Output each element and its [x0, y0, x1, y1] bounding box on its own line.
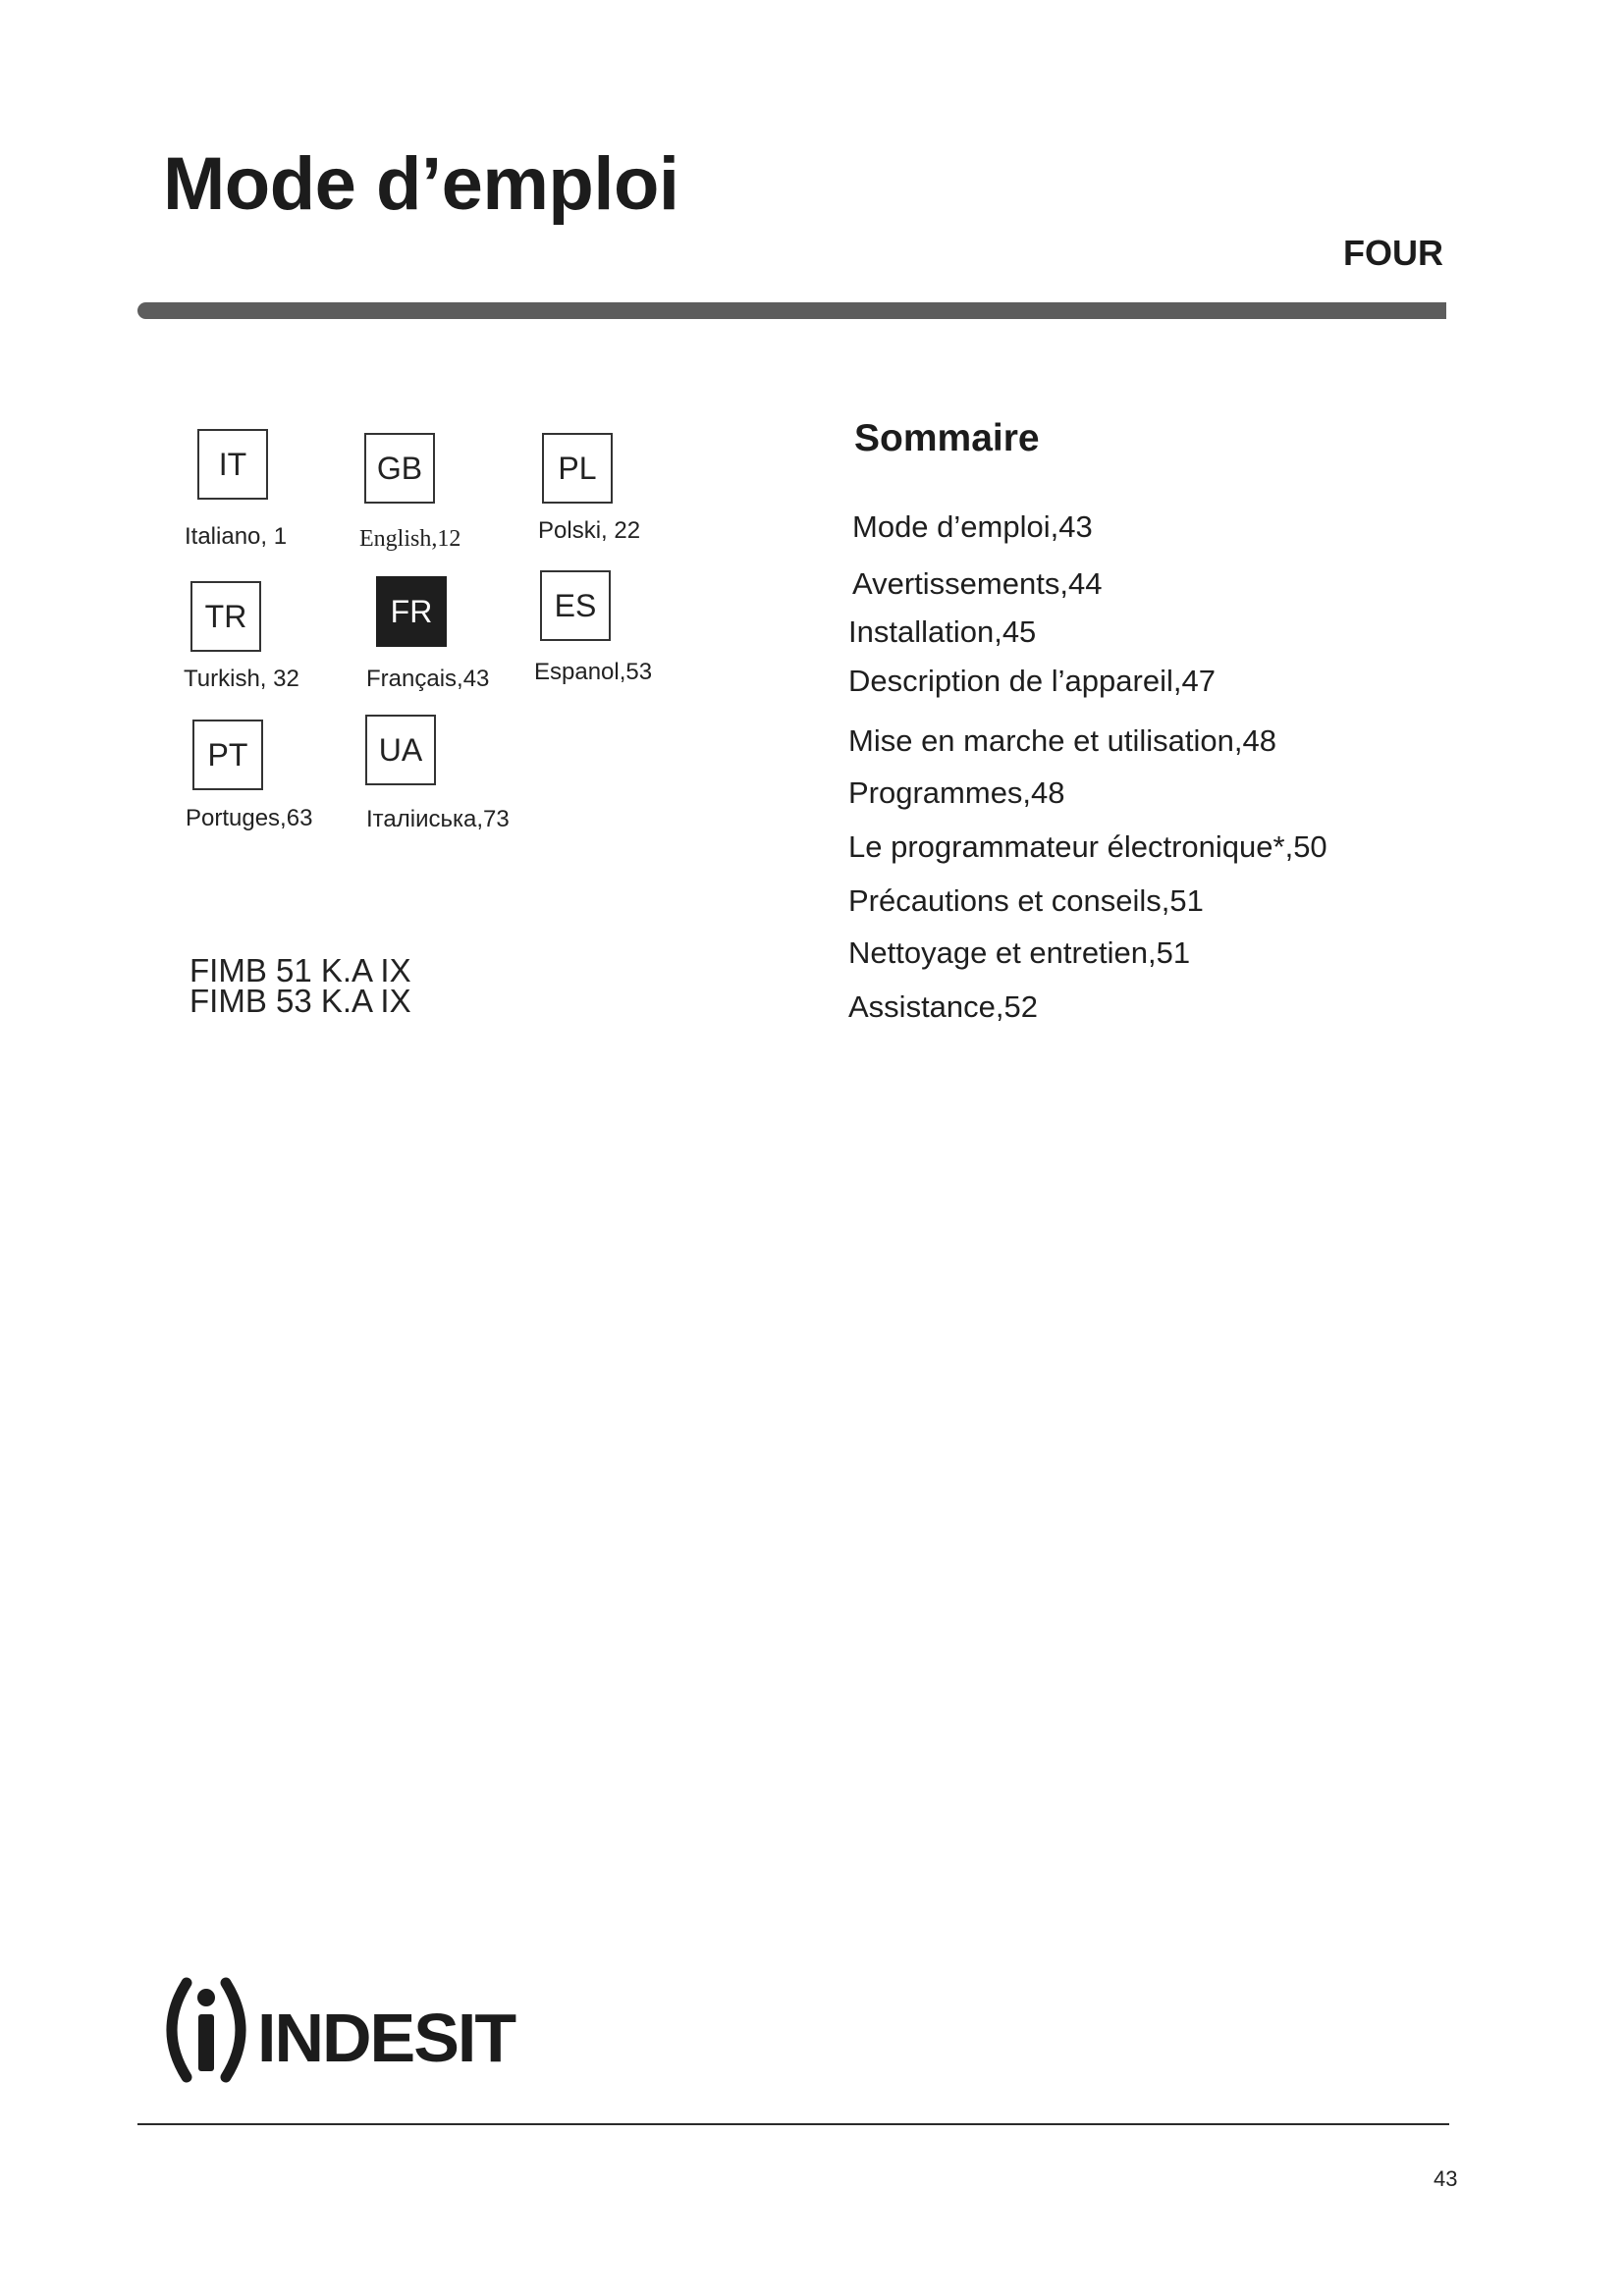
lang-label-pt: Portuges,63 [186, 805, 313, 831]
toc-item[interactable]: Programmes,48 [848, 775, 1065, 810]
toc-item[interactable]: Mode d’emploi,43 [852, 509, 1093, 544]
lang-label-it: Italiano, 1 [185, 523, 288, 550]
page-number: 43 [1434, 2166, 1458, 2191]
toc-item[interactable]: Installation,45 [848, 614, 1037, 649]
header-divider [137, 302, 1446, 319]
lang-label-ua: Італіиська,73 [366, 806, 510, 832]
indesit-logo [157, 1975, 530, 2085]
lang-label-fr: Français,43 [366, 666, 490, 692]
lang-box-it[interactable]: IT [197, 429, 268, 500]
lang-box-tr[interactable]: TR [190, 581, 261, 652]
toc-item[interactable]: Nettoyage et entretien,51 [848, 935, 1191, 970]
lang-box-pl[interactable]: PL [542, 433, 613, 504]
lang-box-es[interactable]: ES [540, 570, 611, 641]
indesit-logo-icon [157, 1975, 530, 2085]
lang-box-fr[interactable]: FR [376, 576, 447, 647]
toc-item[interactable]: Assistance,52 [848, 989, 1038, 1024]
brand-wordmark: INDESIT [257, 2000, 515, 2076]
toc-item[interactable]: Description de l’appareil,47 [848, 664, 1216, 698]
toc-item[interactable]: Mise en marche et utilisation,48 [848, 723, 1276, 758]
model-item: FIMB 53 K.A IX [189, 983, 411, 1019]
lang-box-ua[interactable]: UA [365, 715, 436, 785]
lang-label-tr: Turkish, 32 [184, 666, 299, 692]
lang-label-es: Espanol,53 [534, 659, 653, 685]
footer-divider [137, 2123, 1449, 2125]
lang-label-gb: English,12 [359, 526, 461, 552]
toc-item[interactable]: Le programmateur électronique*,50 [848, 829, 1327, 864]
page-title: Mode d’emploi [163, 142, 679, 226]
product-category: FOUR [1343, 233, 1443, 273]
model-list [189, 952, 411, 1019]
toc-item[interactable]: Précautions et conseils,51 [848, 883, 1204, 918]
toc-item[interactable]: Avertissements,44 [852, 566, 1103, 601]
model-item: FIMB 51 K.A IX [189, 952, 411, 988]
lang-label-pl: Polski, 22 [538, 517, 641, 544]
toc-heading: Sommaire [854, 417, 1040, 459]
lang-box-pt[interactable]: PT [192, 720, 263, 790]
lang-box-gb[interactable]: GB [364, 433, 435, 504]
